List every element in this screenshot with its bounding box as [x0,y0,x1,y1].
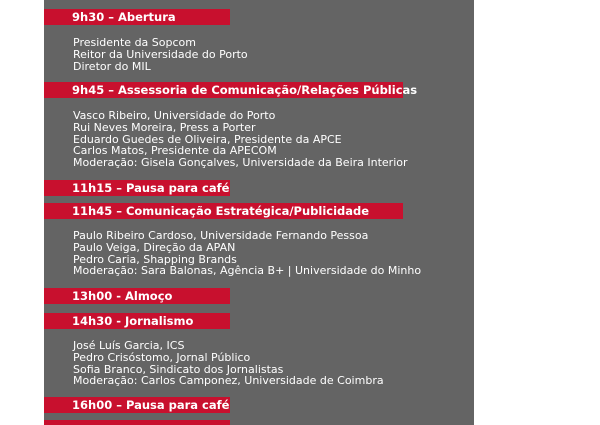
session-speakers-jornalismo [73,340,384,387]
session-speakers-assessoria [73,110,408,169]
speaker-line: Pedro Caria, Shapping Brands [73,252,237,266]
session-header-abertura: 9h30 – Abertura [44,9,230,25]
speaker-line: Vasco Ribeiro, Universidade do Porto [73,109,276,122]
speaker-line: José Luís Garcia, ICS [73,339,185,352]
moderator-line: Moderação: Sara Balonas, Agência B+ | Universidade do Minho [73,264,422,278]
speaker-line: Carlos Matos, Presidente da APECOM [73,144,277,158]
speaker-line: Eduardo Guedes de Oliveira, Presidente da APCE [73,132,342,146]
next-session-header-clipped [44,420,230,425]
speaker-line: Presidente da Sopcom [73,36,196,49]
speaker-line: Diretor do MIL [73,59,151,73]
session-header-assessoria: 9h45 – Assessoria de Comunicação/Relações Públicas [44,82,403,98]
speaker-line: Paulo Veiga, Direção da APAN [73,240,236,254]
session-speakers-abertura [73,37,248,72]
speaker-line: Rui Neves Moreira, Press a Porter [73,120,256,134]
speaker-line: Paulo Ribeiro Cardoso, Universidade Fernando Pessoa [73,229,369,242]
speaker-line: Pedro Crisóstomo, Jornal Público [73,350,251,364]
moderator-line: Moderação: Gisela Gonçalves, Universidade da Beira Interior [73,156,408,170]
speaker-line: Reitor da Universidade do Porto [73,47,248,61]
session-header-jornalismo: 14h30 - Jornalismo [44,313,230,329]
session-header-pausa-2: 16h00 – Pausa para café [44,397,230,413]
session-header-almoco: 13h00 - Almoço [44,288,230,304]
speaker-line: Sofia Branco, Sindicato dos Jornalistas [73,362,284,376]
moderator-line: Moderação: Carlos Camponez, Universidade de Coimbra [73,374,384,388]
session-speakers-comunicacao-estrategica [73,230,421,277]
session-header-comunicacao-estrategica: 11h45 – Comunicação Estratégica/Publicidade [44,203,403,219]
session-header-pausa-1: 11h15 – Pausa para café [44,180,230,196]
